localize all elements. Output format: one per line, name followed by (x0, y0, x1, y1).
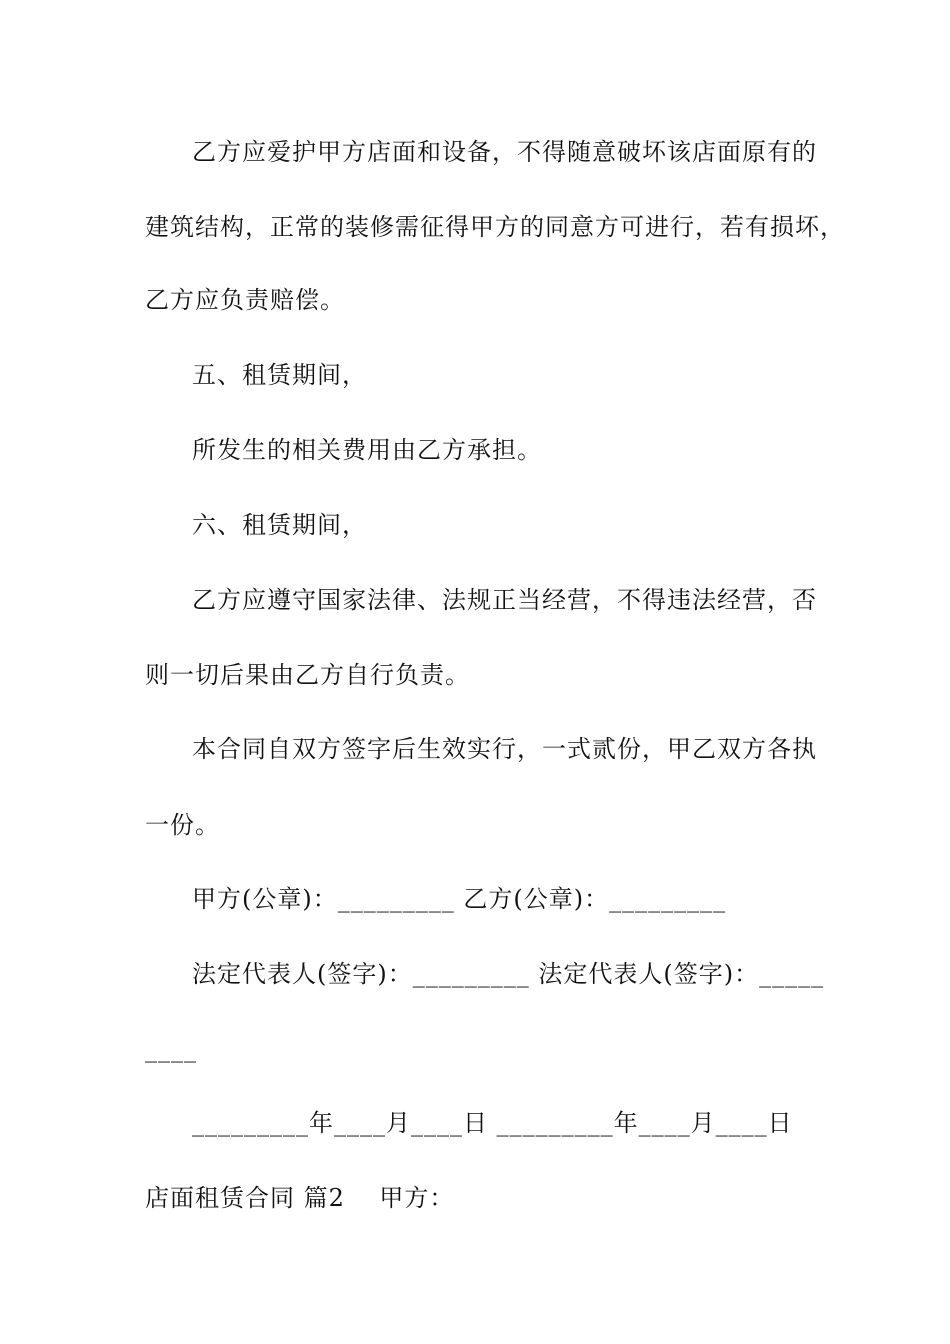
paragraph-line: 乙方应遵守国家法律、法规正当经营，不得违法经营，否 (192, 586, 817, 614)
signature-line: 法定代表人(签字)：_________ 法定代表人(签字)：_____ (192, 960, 825, 988)
paragraph-line: 建筑结构，正常的装修需征得甲方的同意方可进行，若有损坏， (145, 213, 845, 241)
section-heading: 六、租赁期间， (192, 511, 367, 539)
section-heading: 五、租赁期间， (192, 361, 367, 389)
seal-line: 甲方(公章)：_________ 乙方(公章)：_________ (192, 885, 727, 913)
paragraph-line: 乙方应负责赔偿。 (145, 286, 345, 314)
paragraph-line: 乙方应爱护甲方店面和设备，不得随意破坏该店面原有的 (192, 138, 817, 166)
contract-title-line: 店面租赁合同 篇2 甲方： (145, 1184, 455, 1212)
paragraph-line: 则一切后果由乙方自行负责。 (145, 661, 470, 689)
date-line: _________年____月____日 _________年____月____日 (192, 1109, 793, 1137)
paragraph-line: 本合同自双方签字后生效实行，一式贰份，甲乙双方各执 (192, 735, 817, 763)
signature-line-continued: ____ (145, 1035, 197, 1063)
paragraph-line: 所发生的相关费用由乙方承担。 (192, 436, 542, 464)
paragraph-line: 一份。 (145, 811, 220, 839)
